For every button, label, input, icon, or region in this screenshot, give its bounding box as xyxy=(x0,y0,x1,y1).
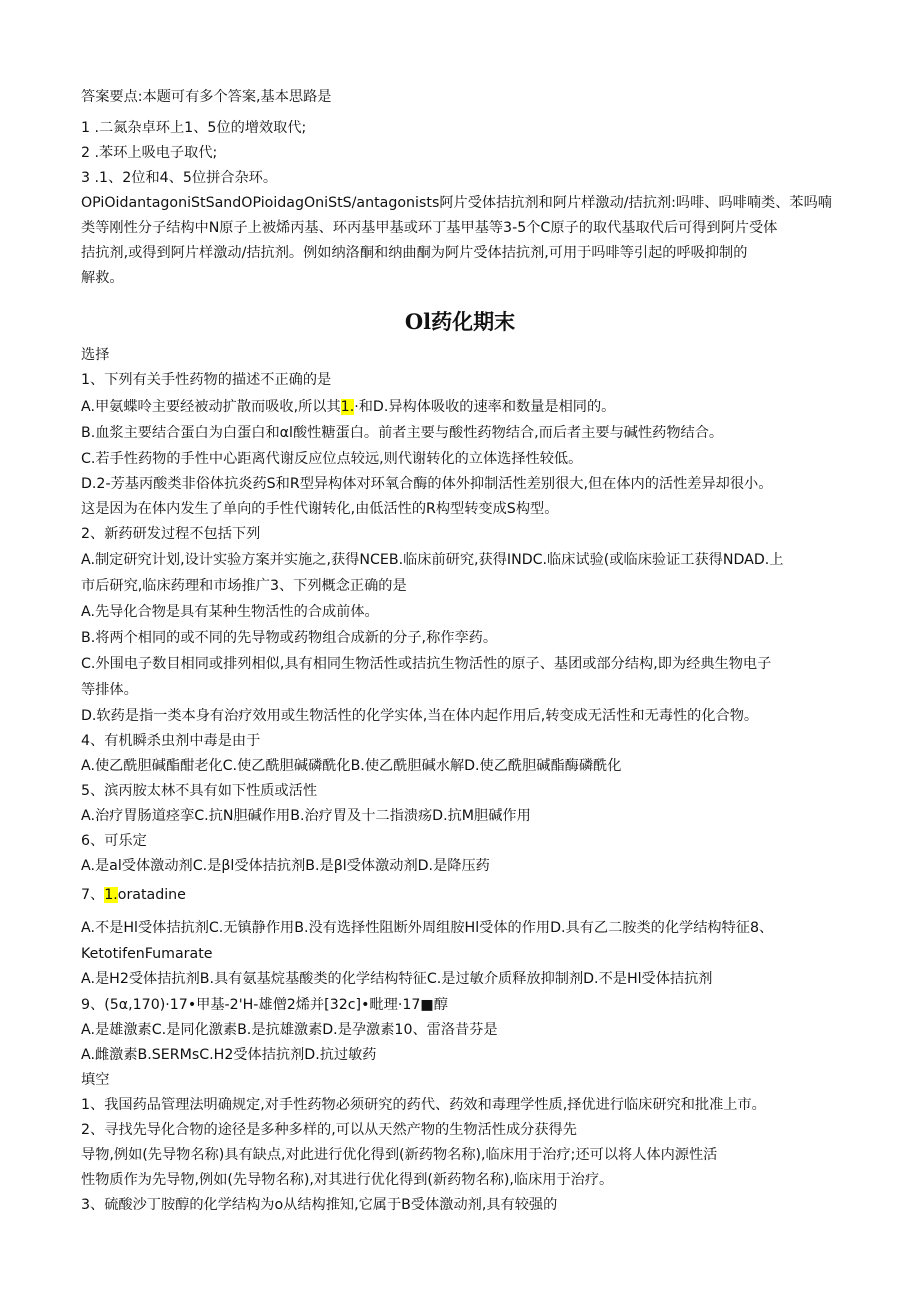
highlight-mark: 1. xyxy=(104,887,118,903)
q5-options: A.治疗胃肠道痉挛C.抗N胆碱作用B.治疗胃及十二指溃疡D.抗M胆碱作用 xyxy=(81,808,531,824)
q6-stem: 6、可乐定 xyxy=(81,833,147,849)
answer-point-3: 3 .1、2位和4、5位拼合杂环。 xyxy=(81,170,278,186)
q2-options-cont: 市后研究,临床药理和市场推广3、下列概念正确的是 xyxy=(81,578,407,594)
answer-point-2: 2 .苯环上吸电子取代; xyxy=(81,145,218,161)
answer-point-1: 1 .二氮杂卓环上1、5位的增效取代; xyxy=(81,120,307,136)
section-fill-heading: 填空 xyxy=(81,1072,110,1088)
q1-stem: 1、下列有关手性药物的描述不正确的是 xyxy=(81,372,332,388)
q1-option-a xyxy=(81,397,860,417)
q2-stem: 2、新药研发过程不包括下列 xyxy=(81,526,261,542)
answer-intro: 答案要点:本题可有多个答案,基本思路是 xyxy=(81,89,332,105)
q1-option-b: B.血浆主要结合蛋白为白蛋白和αl酸性糖蛋白。前者主要与酸性药物结合,而后者主要与碱性药物结合。 xyxy=(81,425,724,441)
fill-item-3: 3、硫酸沙丁胺醇的化学结构为o从结构推知,它属于B受体激动剂,具有较强的 xyxy=(81,1197,558,1213)
q4-stem: 4、有机瞬杀虫剂中毒是由于 xyxy=(81,733,261,749)
q7-options: A.不是Hl受体拮抗剂C.无镇静作用B.没有选择性阻断外周组胺Hl受体的作用D.具有乙二胺类的化学结构特征8、 xyxy=(81,920,774,936)
opioid-line-1: OPiOidantagoniStSandOPioidagOniStS/antagonists阿片受体拮抗剂和阿片样激动/拮抗剂:吗啡、吗啡喃类、苯吗喃 xyxy=(81,195,832,211)
q1-option-d: D.2-芳基丙酸类非俗体抗炎药S和R型异构体对环氧合酶的体外抑制活性差别很大,但在体内的活性差异却很小。 xyxy=(81,476,773,492)
opioid-line-3: 拮抗剂,或得到阿片样激动/拮抗剂。例如纳洛酮和纳曲酮为阿片受体拮抗剂,可用于吗啡等引起的呼吸抑制的 xyxy=(81,245,748,261)
q3-option-a: A.先导化合物是具有某种生物活性的合成前体。 xyxy=(81,604,379,620)
highlight-mark: 1. xyxy=(340,399,355,415)
q2-options: A.制定研究计划,设计实验方案并实施之,获得NCEB.临床前研究,获得INDC.临床试验(或临床验证工获得NDAD.上 xyxy=(81,552,784,568)
fill-item-1: 1、我国药品管理法明确规定,对手性药物必须研究的药代、药效和毒理学性质,择优进行临床研究和批准上市。 xyxy=(81,1097,766,1113)
q3-option-d: D.软药是指一类本身有治疗效用或生物活性的化学实体,当在体内起作用后,转变成无活性和无毒性的化合物。 xyxy=(81,708,759,724)
q5-stem: 5、滨丙胺太林不具有如下性质或活性 xyxy=(81,783,318,799)
q8-stem: KetotifenFumarate xyxy=(81,946,213,962)
q1-option-c: C.若手性药物的手性中心距离代谢反应位点较远,则代谢转化的立体选择性较低。 xyxy=(81,451,583,467)
section-choice-heading: 选择 xyxy=(81,347,110,363)
opioid-line-4: 解救。 xyxy=(81,270,124,286)
fill-item-2-cont: 导物,例如(先导物名称)具有缺点,对此进行优化得到(新药物名称),临床用于治疗;还可以将人体内源性活 xyxy=(81,1147,718,1163)
q7-stem xyxy=(81,885,860,905)
q1-option-d-cont: 这是因为在体内发生了单向的手性代谢转化,由低活性的R构型转变成S构型。 xyxy=(81,501,559,517)
q10-options: A.雌激素B.SERMsC.H2受体拮抗剂D.抗过敏药 xyxy=(81,1047,377,1063)
fill-item-2: 2、寻找先导化合物的途径是多种多样的,可以从天然产物的生物活性成分获得先 xyxy=(81,1122,577,1138)
q1-option-a-text-2: ·和D.异构体吸收的速率和数量是相同的。 xyxy=(354,399,616,415)
q6-options: A.是al受体激动剂C.是βl受体拮抗剂B.是βl受体激动剂D.是降压药 xyxy=(81,858,490,874)
q8-options: A.是H2受体拮抗剂B.具有氨基烷基酸类的化学结构特征C.是过敏介质释放抑制剂D.不是Hl受体拮抗剂 xyxy=(81,971,713,987)
fill-item-2-cont-2: 性物质作为先导物,例如(先导物名称),对其进行优化得到(新药物名称),临床用于治疗。 xyxy=(81,1172,614,1188)
q3-option-c-cont: 等排体。 xyxy=(81,682,138,698)
q4-options: A.使乙酰胆碱酯酣老化C.使乙酰胆碱磷酰化B.使乙酰胆碱水解D.使乙酰胆碱酯酶磷酰化 xyxy=(81,758,622,774)
q3-option-c: C.外围电子数目相同或排列相似,具有相同生物活性或拮抗生物活性的原子、基团或部分结构,即为经典生物电子 xyxy=(81,656,772,672)
q3-option-b: B.将两个相同的或不同的先导物或药物组合成新的分子,称作孪药。 xyxy=(81,630,498,646)
q7-stem-prefix: 7、 xyxy=(81,887,105,903)
opioid-line-2: 类等刚性分子结构中N原子上被烯丙基、环丙基甲基或环丁基甲基等3-5个C原子的取代基取代后可得到阿片受体 xyxy=(81,220,778,236)
q9-stem: 9、(5α,170)·17•甲基-2'H-雄僧2烯并[32c]•毗理·17■醇 xyxy=(81,997,448,1013)
q1-option-a-text-1: A.甲氨蝶呤主要经被动扩散而吸收,所以其 xyxy=(81,399,341,415)
page-title: Ol药化期末 xyxy=(404,309,516,334)
q9-options: A.是雄激素C.是同化激素B.是抗雄激素D.是孕激素10、雷洛昔芬是 xyxy=(81,1022,498,1038)
q7-stem-text: oratadine xyxy=(117,887,186,903)
